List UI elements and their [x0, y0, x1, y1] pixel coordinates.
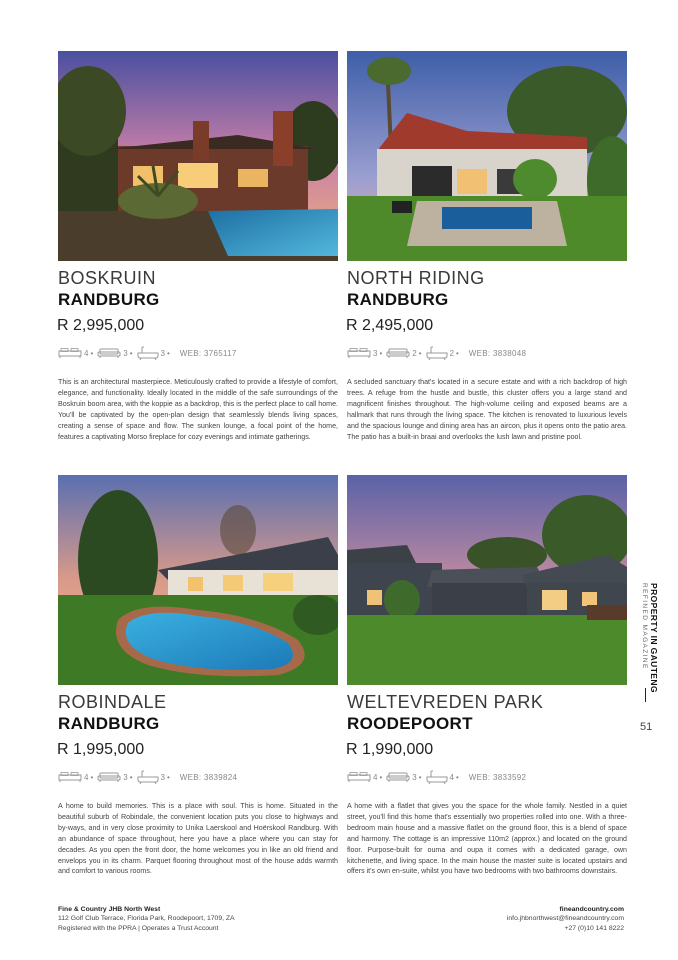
- registration-note: Registered with the PPRA | Operates a Trust Account: [58, 924, 219, 932]
- bed-icon: [347, 347, 371, 359]
- sidebar-subtitle: REFINED MAGAZINE: [641, 583, 648, 670]
- sidebar-title: PROPERTY IN GAUTENG: [649, 583, 659, 693]
- bath-icon: [426, 346, 448, 360]
- page-number: 51: [640, 721, 653, 733]
- city-name: RANDBURG: [58, 290, 160, 309]
- features-row: [58, 345, 237, 361]
- web-reference: WEB: 3833592: [468, 772, 527, 782]
- footer-office: [58, 905, 235, 933]
- bedrooms: 4 •: [347, 771, 382, 783]
- property-photo[interactable]: [58, 475, 338, 685]
- bathroom-count: 3: [160, 772, 165, 782]
- bedrooms: 3 •: [347, 347, 382, 359]
- description: A home to build memories. This is a place with soul. This is home. Situated in the beautiful suburb of Robindale, the convenient location puts you close to highways and by-ways, and in very close proximity to Unika Laerskool and Hoërskool Randburg. With an abundance of space throughout, here you have a place where you can stay for decades. As you open the front door, the home welcomes you in like an old friend and envelops you in its charm. Parquet flooring throughout most of the house adds warmth and comfort to various rooms.: [58, 802, 338, 876]
- description: A home with a flatlet that gives you the space for the whole family. Nestled in a quiet street, you'll find this home that's essentially two properties rolled into one. With a three-bedroom main house and a massive flatlet on the ground floor, this is a blend of space and harmony. The cottage is an impressive 110m2 (approx.) and located on the ground floor. Purpose-built for ouma and oupa it comes with a dedicated garage, own kitchenette, and living space. In the main house the master suite is located upstairs and offers it's own en-suite, whilst you have two bedrooms with two bathrooms downstairs.: [347, 802, 627, 876]
- price: R 2,995,000: [57, 317, 145, 334]
- bedrooms: 4 •: [58, 347, 93, 359]
- bathrooms: 4 •: [426, 770, 459, 784]
- lounges: 3 •: [97, 771, 132, 783]
- description: A secluded sanctuary that's located in a secure estate and with a rich backdrop of high trees. A refuge from the hustle and bustle, this cluster offers you a large stand and magnificent finishes throughout. The high-volume ceiling and exposed beams are a hallmark that runs through the living space. The kitchen is renovated to luxurious levels and the spacious lounge and dining area has an aircon, plus it opens onto the patio area. The patio has a built-in braai and overlooks the lush lawn and pristine pool.: [347, 378, 627, 441]
- listing-boskruin: [58, 51, 338, 471]
- footer-contact: [507, 905, 624, 933]
- bedroom-count: 3: [373, 348, 378, 358]
- description: This is an architectural masterpiece. Meticulously crafted to provide a lifestyle of comfort, elegance, and functionality. Ideally located in the middle of the safe surroundings of the Boskruin boom area, with the koppie as a backdrop, this is the perfect place to call home. You'll be captivated by the open-plan design that seamlessly blends living spaces, creating a sense of space and flow. The sunken lounge, a focal point of the home, features a captivating Morso fireplace for cozy evenings and intimate gatherings.: [58, 378, 338, 441]
- web-reference: WEB: 3838048: [468, 348, 527, 358]
- lounge-count: 3: [123, 772, 128, 782]
- website-link[interactable]: fineandcountry.com: [559, 906, 624, 913]
- bed-icon: [58, 347, 82, 359]
- sofa-icon: [97, 347, 121, 359]
- bathrooms: 3 •: [137, 770, 170, 784]
- lounge-count: 3: [412, 772, 417, 782]
- bed-icon: [58, 771, 82, 783]
- city-name: RANDBURG: [347, 290, 449, 309]
- company-address: 112 Golf Club Terrace, Florida Park, Roodepoort, 1709, ZA: [58, 915, 235, 923]
- bedroom-count: 4: [373, 772, 378, 782]
- sidebar-divider: [645, 688, 646, 702]
- lounges: 3 •: [97, 347, 132, 359]
- phone-number[interactable]: +27 (0)10 141 8222: [564, 924, 624, 932]
- lounge-count: 2: [412, 348, 417, 358]
- suburb-name: ROBINDALE: [58, 692, 167, 712]
- bedroom-count: 4: [84, 772, 89, 782]
- sidebar-text: [641, 583, 659, 693]
- bedroom-count: 4: [84, 348, 89, 358]
- property-photo[interactable]: [347, 51, 627, 261]
- bathroom-count: 2: [449, 348, 454, 358]
- listing-north-riding: [347, 51, 627, 471]
- price: R 1,990,000: [346, 741, 434, 758]
- features-row: [58, 769, 237, 785]
- lounges: 2 •: [386, 347, 421, 359]
- listing-weltevreden-park: [347, 475, 627, 895]
- property-photo[interactable]: [58, 51, 338, 261]
- sofa-icon: [386, 347, 410, 359]
- bath-icon: [137, 770, 159, 784]
- bath-icon: [426, 770, 448, 784]
- suburb-name: BOSKRUIN: [58, 268, 157, 288]
- magazine-sidebar: [637, 583, 661, 713]
- email-link[interactable]: info.jhbnorthwest@fineandcountry.com: [506, 915, 624, 923]
- sofa-icon: [386, 771, 410, 783]
- bathroom-count: 4: [449, 772, 454, 782]
- lounges: 3 •: [386, 771, 421, 783]
- city-name: RANDBURG: [58, 714, 160, 733]
- bathrooms: 3 •: [137, 346, 170, 360]
- bath-icon: [137, 346, 159, 360]
- lounge-count: 3: [123, 348, 128, 358]
- web-reference: WEB: 3765117: [179, 348, 237, 358]
- web-reference: WEB: 3839824: [179, 772, 238, 782]
- property-photo[interactable]: [347, 475, 627, 685]
- suburb-name: WELTEVREDEN PARK: [347, 692, 544, 712]
- bathrooms: 2 •: [426, 346, 459, 360]
- sofa-icon: [97, 771, 121, 783]
- company-name: Fine & Country JHB North West: [58, 906, 161, 913]
- bathroom-count: 3: [160, 348, 165, 358]
- price: R 2,495,000: [346, 317, 434, 334]
- features-row: [347, 345, 526, 361]
- bedrooms: 4 •: [58, 771, 93, 783]
- features-row: [347, 769, 526, 785]
- bed-icon: [347, 771, 371, 783]
- suburb-name: NORTH RIDING: [347, 268, 485, 288]
- listing-robindale: [58, 475, 338, 895]
- city-name: ROODEPOORT: [347, 714, 473, 733]
- price: R 1,995,000: [57, 741, 145, 758]
